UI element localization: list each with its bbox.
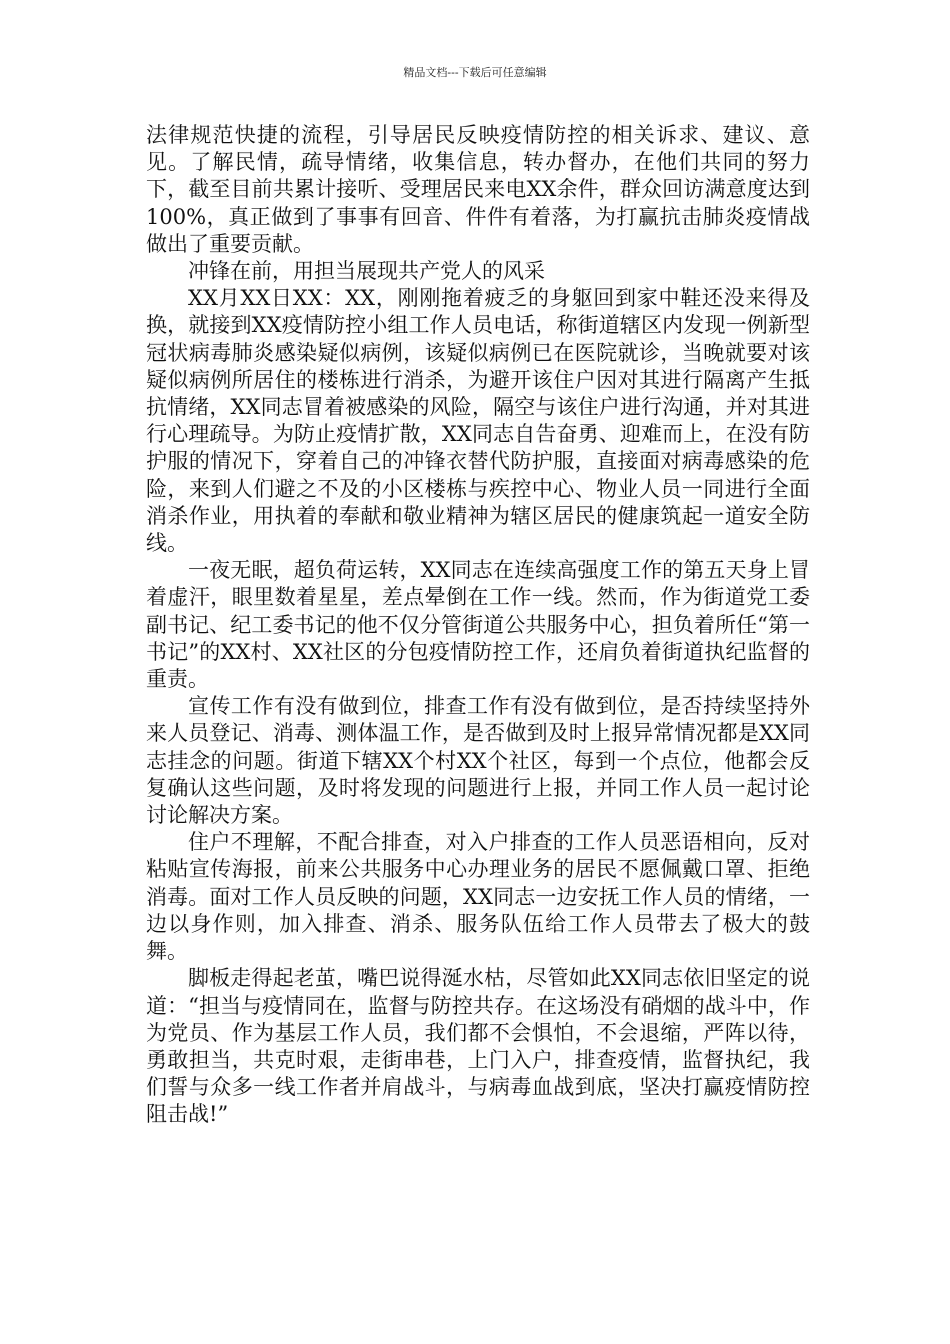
paragraph-3: 一夜无眠，超负荷运转，XX同志在连续高强度工作的第五天身上冒着虚汗，眼里数着星星，差点晕倒在工作一线。然而，作为街道党工委副书记、纪工委书记的他不仅分管街道公共服务中心，担负着所任“第一书记”的XX村、XX社区的分包疫情防控工作，还肩负着街道执纪监督的重责。	[146, 558, 810, 692]
paragraph-5: 住户不理解，不配合排查，对入户排查的工作人员恶语相向，反对粘贴宣传海报，前来公共服务中心办理业务的居民不愿佩戴口罩、拒绝消毒。面对工作人员反映的问题，XX同志一边安抚工作人员的情绪，一边以身作则，加入排查、消杀、服务队伍给工作人员带去了极大的鼓舞。	[146, 830, 810, 964]
document-body	[146, 122, 810, 1129]
paragraph-2: XX月XX日XX：XX，刚刚拖着疲乏的身躯回到家中鞋还没来得及换，就接到XX疫情防控小组工作人员电话，称街道辖区内发现一例新型冠状病毒肺炎感染疑似病例，该疑似病例已在医院就诊，当晚就要对该疑似病例所居住的楼栋进行消杀，为避开该住户因对其进行隔离产生抵抗情绪，XX同志冒着被感染的风险，隔空与该住户进行沟通，并对其进行心理疏导。为防止疫情扩散，XX同志自告奋勇、迎难而上，在没有防护服的情况下，穿着自己的冲锋衣替代防护服，直接面对病毒感染的危险，来到人们避之不及的小区楼栋与疾控中心、物业人员一同进行全面消杀作业，用执着的奉献和敬业精神为辖区居民的健康筑起一道安全防线。	[146, 286, 810, 556]
paragraph-1: 法律规范快捷的流程，引导居民反映疫情防控的相关诉求、建议、意见。了解民情，疏导情绪，收集信息，转办督办，在他们共同的努力下，截至目前共累计接听、受理居民来电XX余件，群众回访满意度达到100%，真正做到了事事有回音、件件有着落，为打赢抗击肺炎疫情战做出了重要贡献。	[146, 123, 810, 256]
page-header: 精品文档---下载后可任意编辑	[403, 66, 547, 79]
paragraph-4: 宣传工作有没有做到位，排查工作有没有做到位，是否持续坚持外来人员登记、消毒、测体温工作，是否做到及时上报异常情况都是XX同志挂念的问题。街道下辖XX个村XX个社区，每到一个点位，他都会反复确认这些问题，及时将发现的问题进行上报，并同工作人员一起讨论讨论解决方案。	[146, 694, 810, 828]
paragraph-6: 脚板走得起老茧，嘴巴说得涎水枯，尽管如此XX同志依旧坚定的说道：“担当与疫情同在，监督与防控共存。在这场没有硝烟的战斗中，作为党员、作为基层工作人员，我们都不会惧怕，不会退缩，严阵以待，勇敢担当，共克时艰，走街串巷，上门入户，排查疫情，监督执纪，我们誓与众多一线工作者并肩战斗，与病毒血战到底，坚决打赢疫情防控阻击战!”	[146, 966, 810, 1127]
section-heading: 冲锋在前，用担当展现共产党人的风采	[188, 259, 545, 284]
